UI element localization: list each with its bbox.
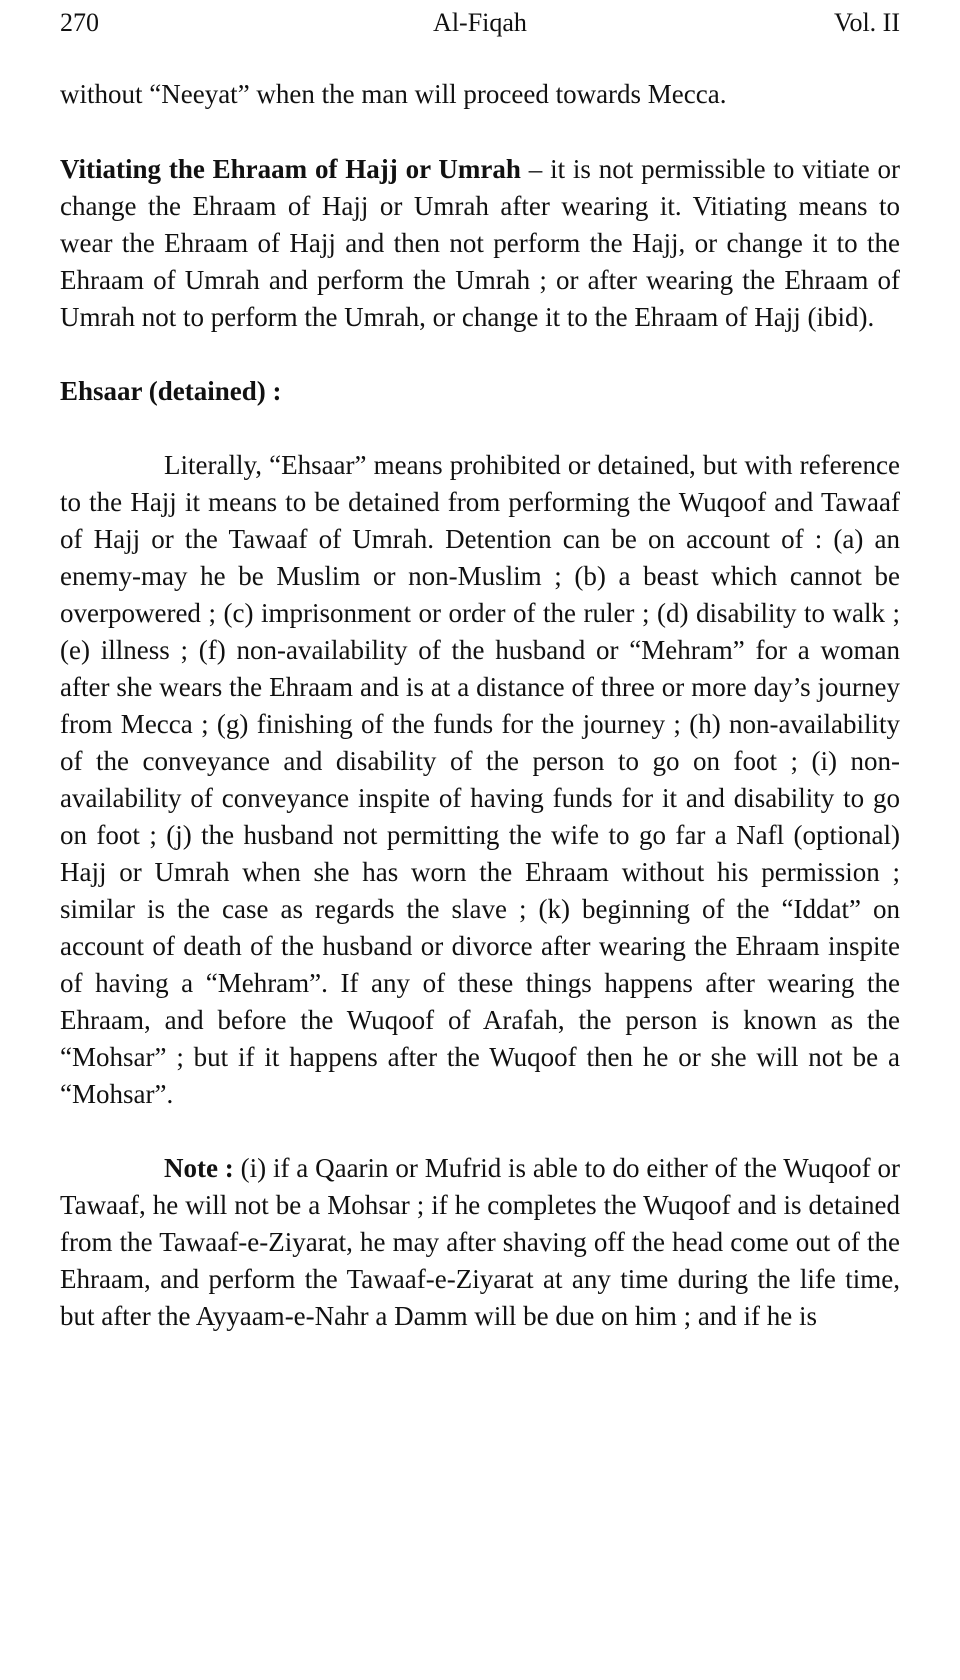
note-text: (i) if a Qaarin or Mufrid is able to do either of the Wuqoof or Tawaaf, he will not be a Mohsar ; if he completes the Wuqoof and is detained from the Tawaaf-e-Ziyarat, he may after shaving off the head come out of the Ehraam, and perform the Tawaaf-e-Ziyarat at any time during the life time, but after the Ayyaam-e-Nahr a Damm will be due on him ; and if he is [60,1153,900,1331]
note-paragraph [60,1150,900,1335]
continued-paragraph: without “Neeyat” when the man will proceed towards Mecca. [60,79,727,109]
vitiating-text: – it is not permissible to vitiate or change the Ehraam of Hajj or Umrah after wearing it. Vitiating means to wear the Ehraam of Hajj and then not perform the Hajj, or change it to the Ehraam of Umrah and perform the Umrah ; or after wearing the Ehraam of Umrah not to perform the Umrah, or change it to the Ehraam of Hajj (ibid). [60,154,900,332]
ehsaar-heading [60,373,900,410]
page-body [60,76,900,1335]
volume-label: Vol. II [834,8,900,37]
page-number: 270 [60,8,99,37]
note-label: Note : [164,1153,234,1183]
book-title: Al-Fiqah [433,8,527,37]
vitiating-paragraph [60,151,900,336]
ehsaar-definition-paragraph: Literally, “Ehsaar” means prohibited or detained, but with reference to the Hajj it means to be detained from performing the Wuqoof and Tawaaf of Hajj or the Tawaaf of Umrah. Detention can be on account of : (a) an enemy-may he be Muslim or non-Muslim ; (b) a beast which cannot be overpowered ; (c) imprisonment or order of the ruler ; (d) disability to walk ; (e) illness ; (f) non-availability of the husband or “Mehram” for a woman after she wears the Ehraam and is at a distance of three or more day’s journey from Mecca ; (g) finishing of the funds for the journey ; (h) non-availability of the conveyance and disability of the person to go on foot ; (i) non-availability of conveyance inspite of having funds for it and disability to go on foot ; (j) the husband not permitting the wife to go far a Nafl (optional) Hajj or Umrah when she has worn the Ehraam without his permission ; similar is the case as regards the slave ; (k) beginning of the “Iddat” on account of death of the husband or divorce after wearing the Ehraam inspite of having a “Mehram”. If any of these things happens after wearing the Ehraam, and before the Wuqoof of Arafah, the person is known as the “Mohsar” ; but if it happens after the Wuqoof then he or she will not be a “Mohsar”. [60,450,900,1109]
page-header [60,6,900,46]
vitiating-heading: Vitiating the Ehraam of Hajj or Umrah [60,154,521,184]
ehsaar-heading-text: Ehsaar (detained) : [60,376,282,406]
